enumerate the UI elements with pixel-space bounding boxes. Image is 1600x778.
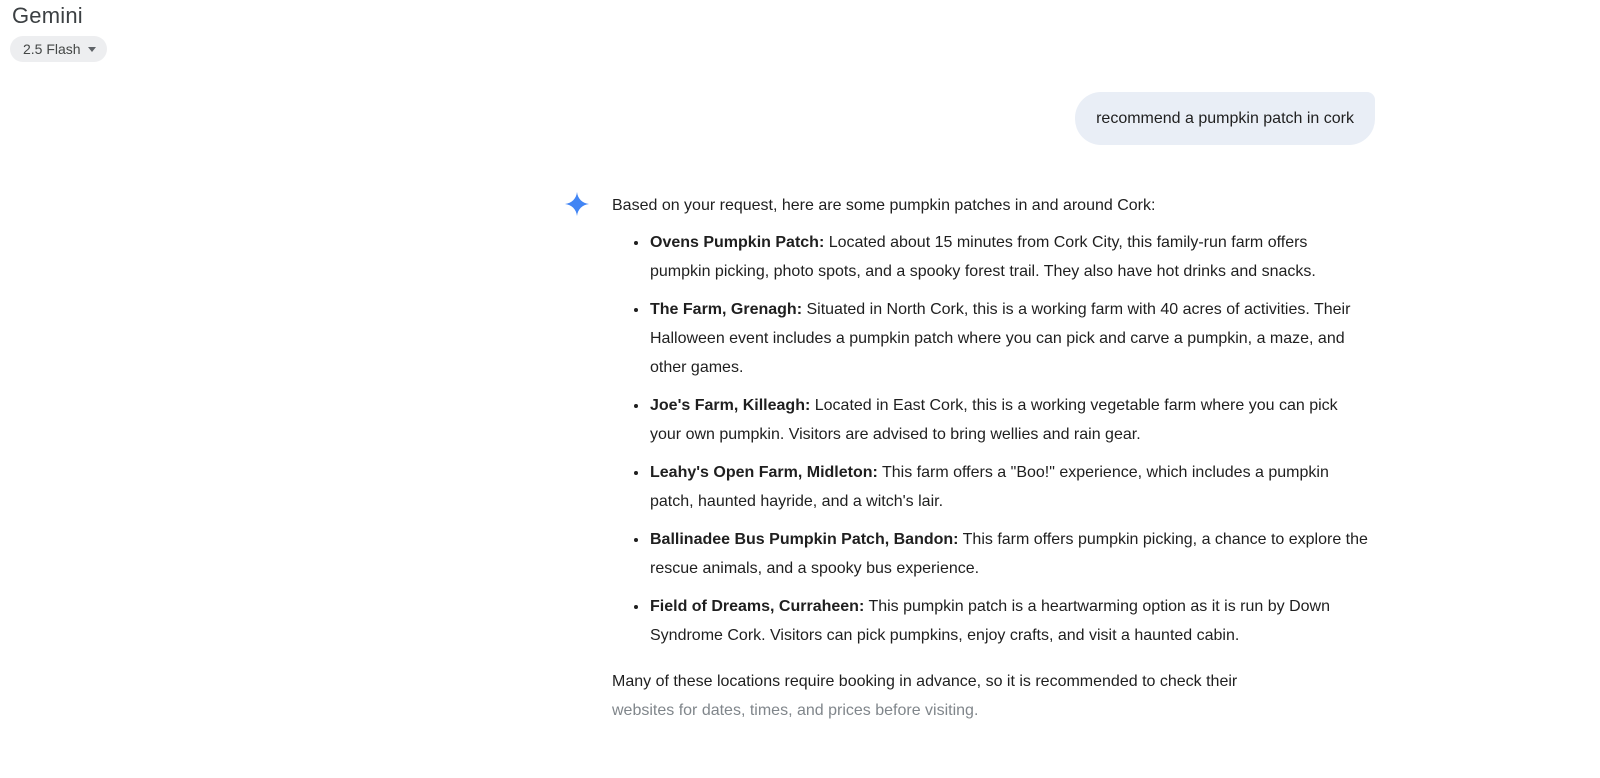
list-item [649,592,1369,650]
list-item-title: Ballinadee Bus Pumpkin Patch, Bandon: [650,531,959,548]
list-item-text: This farm offers a "Boo!" experience, which includes a pumpkin patch, haunted hayride, and a witch's lair. [650,464,1329,510]
list-item-text: This pumpkin patch is a heartwarming option as it is run by Down Syndrome Cork. Visitors can pick pumpkins, enjoy crafts, and visit a haunted cabin. [650,598,1330,644]
response-intro: Based on your request, here are some pumpkin patches in and around Cork: [612,197,1156,214]
app-title: Gemini [12,3,83,28]
model-response-body [612,191,1369,725]
list-item [649,295,1369,382]
list-item [649,525,1369,583]
app-header [12,3,107,62]
user-message-bubble: recommend a pumpkin patch in cork [1075,92,1375,145]
chevron-down-icon [88,47,96,52]
list-item-title: Field of Dreams, Curraheen: [650,598,865,615]
model-response-row [565,191,1375,725]
response-closing-line1: Many of these locations require booking in advance, so it is recommended to check their [612,673,1238,690]
conversation [565,92,1375,725]
response-list [612,228,1369,650]
response-icon-column [565,191,612,725]
list-item-text: Located in East Cork, this is a working vegetable farm where you can pick your own pumpkin. Visitors are advised to bring wellies and rain gear. [650,397,1338,443]
list-item-title: Leahy's Open Farm, Midleton: [650,464,878,481]
user-message-row [565,92,1375,145]
list-item-title: Ovens Pumpkin Patch: [650,234,825,251]
model-selector-button[interactable] [10,36,107,62]
response-closing [612,667,1369,725]
list-item [649,391,1369,449]
model-selector-label: 2.5 Flash [23,41,81,57]
list-item-title: The Farm, Grenagh: [650,301,803,318]
list-item-title: Joe's Farm, Killeagh: [650,397,811,414]
gemini-sparkle-icon [565,192,589,216]
list-item-text: Located about 15 minutes from Cork City, this family-run farm offers pumpkin picking, photo spots, and a spooky forest trail. They also have hot drinks and snacks. [650,234,1316,280]
list-item-text: Situated in North Cork, this is a working farm with 40 acres of activities. Their Halloween event includes a pumpkin patch where you can pick and carve a pumpkin, a maze, and other games. [650,301,1351,376]
list-item [649,228,1369,286]
response-closing-line2: websites for dates, times, and prices before visiting. [612,702,979,719]
list-item [649,458,1369,516]
list-item-text: This farm offers pumpkin picking, a chance to explore the rescue animals, and a spooky bus experience. [650,531,1368,577]
